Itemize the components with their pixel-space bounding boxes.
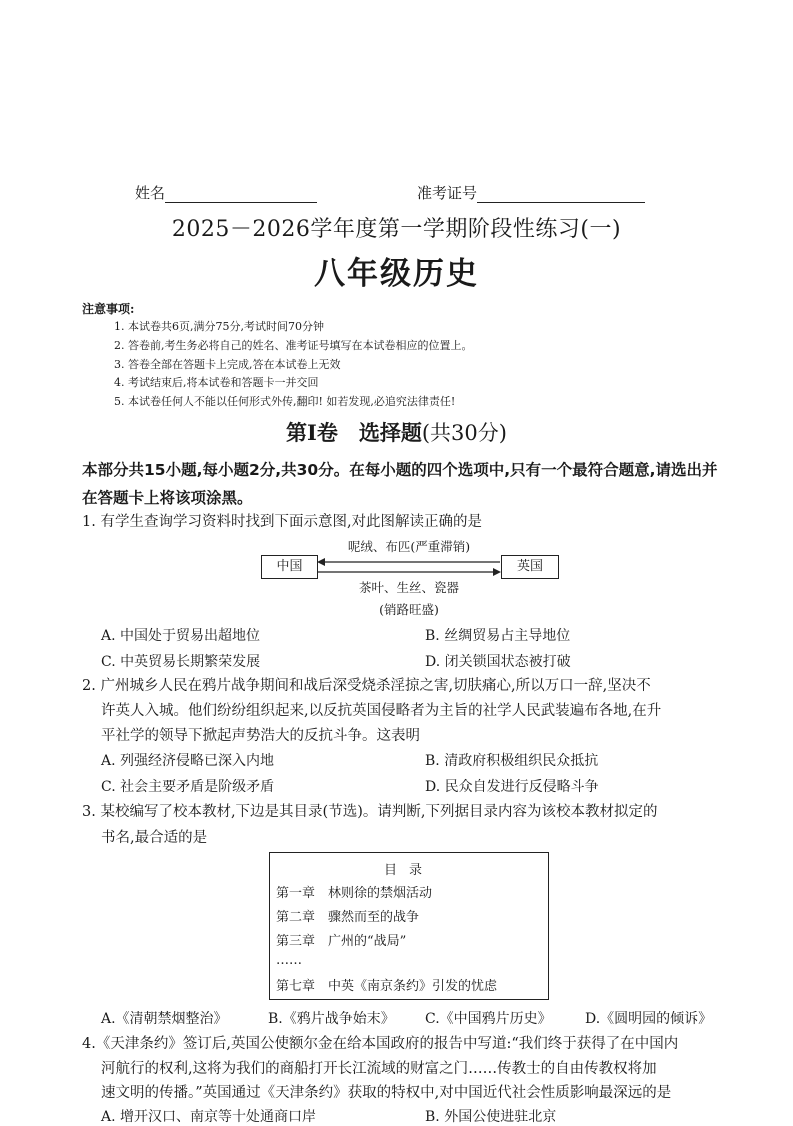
q1-option-c: C. 中英贸易长期繁荣发展 — [101, 654, 261, 670]
q2-option-c: C. 社会主要矛盾是阶级矛盾 — [101, 779, 275, 795]
question-2-stem-line: 平社学的领导下掀起声势浩大的反抗斗争。这表明 — [101, 728, 420, 744]
section-title-text: 第Ⅰ卷 选择题 — [286, 420, 422, 445]
question-2-stem-line: 2. 广州城乡人民在鸦片战争期间和战后深受烧杀淫掠之害,切肤痛心,所以万口一辞,坚决不 — [82, 678, 651, 694]
section-intro: 本部分共15小题,每小题2分,共30分。在每小题的四个选项中,只有一个最符合题意,请选出并在答题卡上将该项涂黑。 — [82, 461, 718, 507]
q3-option-a: A.《清朝禁烟整治》 — [101, 1011, 228, 1027]
toc-item: 第一章 林则徐的禁烟活动 — [276, 886, 433, 901]
arrow-top-label: 呢绒、布匹(严重滞销) — [347, 539, 471, 554]
section-score: (共30分) — [421, 421, 507, 445]
q1-option-a: A. 中国处于贸易出超地位 — [101, 628, 261, 644]
q2-option-d: D. 民众自发进行反侵略斗争 — [425, 779, 599, 795]
toc-item: 第七章 中英《南京条约》引发的忧虑 — [276, 979, 498, 994]
arrow-bottom-label: 茶叶、生丝、瓷器 — [358, 580, 459, 595]
q2-option-b: B. 清政府积极组织民众抵抗 — [425, 753, 599, 769]
q4-option-a: A. 增开汉口、南京等十处通商口岸 — [101, 1109, 317, 1125]
toc-item: 第二章 骤然而至的战争 — [276, 910, 420, 925]
toc-item: 第三章 广州的“战局” — [276, 934, 407, 949]
q1-option-b: B. 丝绸贸易占主导地位 — [425, 628, 571, 644]
exam-title: 2025－2026学年度第一学期阶段性练习(一) — [171, 217, 622, 242]
question-4-stem-line: 河航行的权利,这将为我们的商船打开长江流域的财富之门……传教士的自由传教权将加 — [101, 1061, 657, 1077]
note-item: 3. 答卷全部在答题卡上完成,答在本试卷上无效 — [114, 357, 341, 371]
trade-arrows — [316, 556, 502, 578]
subject-title: 八年级历史 — [314, 256, 479, 292]
exam-id-field — [417, 182, 645, 203]
note-item: 5. 本试卷任何人不能以任何形式外传,翻印! 如若发现,必追究法律责任! — [114, 395, 456, 409]
note-item: 2. 答卷前,考生务必将自己的姓名、准考证号填写在本试卷相应的位置上。 — [114, 338, 473, 352]
question-4-stem-line: 4.《天津条约》签订后,英国公使额尔金在给本国政府的报告中写道:“我们终于获得了在中国内 — [82, 1036, 679, 1052]
name-label: 姓名 — [135, 184, 166, 202]
section-title — [0, 417, 793, 447]
diagram-box-britain: 英国 — [501, 555, 559, 579]
notes-list — [114, 318, 473, 412]
q1-option-d: D. 闭关锁国状态被打破 — [425, 654, 571, 670]
note-item: 4. 考试结束后,将本试卷和答题卡一并交回 — [114, 376, 319, 390]
name-field — [135, 182, 317, 203]
diagram-box-china: 中国 — [261, 555, 318, 579]
arrow-head-right — [493, 568, 501, 576]
name-blank — [165, 202, 317, 203]
q3-option-b: B.《鸦片战争始末》 — [268, 1011, 395, 1027]
question-3-stem-line: 书名,最合适的是 — [101, 830, 208, 846]
arrow-bottom-note: (销路旺盛) — [379, 602, 439, 617]
table-of-contents — [269, 852, 549, 1000]
question-1-stem: 1. 有学生查询学习资料时找到下面示意图,对此图解读正确的是 — [82, 514, 483, 530]
q2-option-a: A. 列强经济侵略已深入内地 — [101, 753, 275, 769]
toc-title: 目录 — [383, 863, 434, 878]
toc-item: …… — [276, 953, 302, 968]
question-4-stem-line: 速文明的传播。”英国通过《天津条约》获取的特权中,对中国近代社会性质影响最深远的是 — [101, 1085, 672, 1101]
note-item: 1. 本试卷共6页,满分75分,考试时间70分钟 — [114, 320, 324, 333]
question-2-stem-line: 许英人入城。他们纷纷组织起来,以反抗英国侵略者为主旨的社学人民武装遍布各地,在升 — [101, 703, 662, 719]
notes-title: 注意事项: — [82, 302, 135, 316]
arrow-head-left — [317, 558, 325, 566]
exam-id-blank — [477, 202, 645, 203]
q3-option-d: D.《圆明园的倾诉》 — [585, 1011, 713, 1027]
q3-option-c: C.《中国鸦片历史》 — [425, 1011, 552, 1027]
q4-option-b: B. 外国公使进驻北京 — [425, 1109, 557, 1125]
question-3-stem-line: 3. 某校编写了校本教材,下边是其目录(节选)。请判断,下列据目录内容为该校本教材拟定的 — [82, 804, 658, 820]
exam-id-label: 准考证号 — [417, 184, 478, 202]
